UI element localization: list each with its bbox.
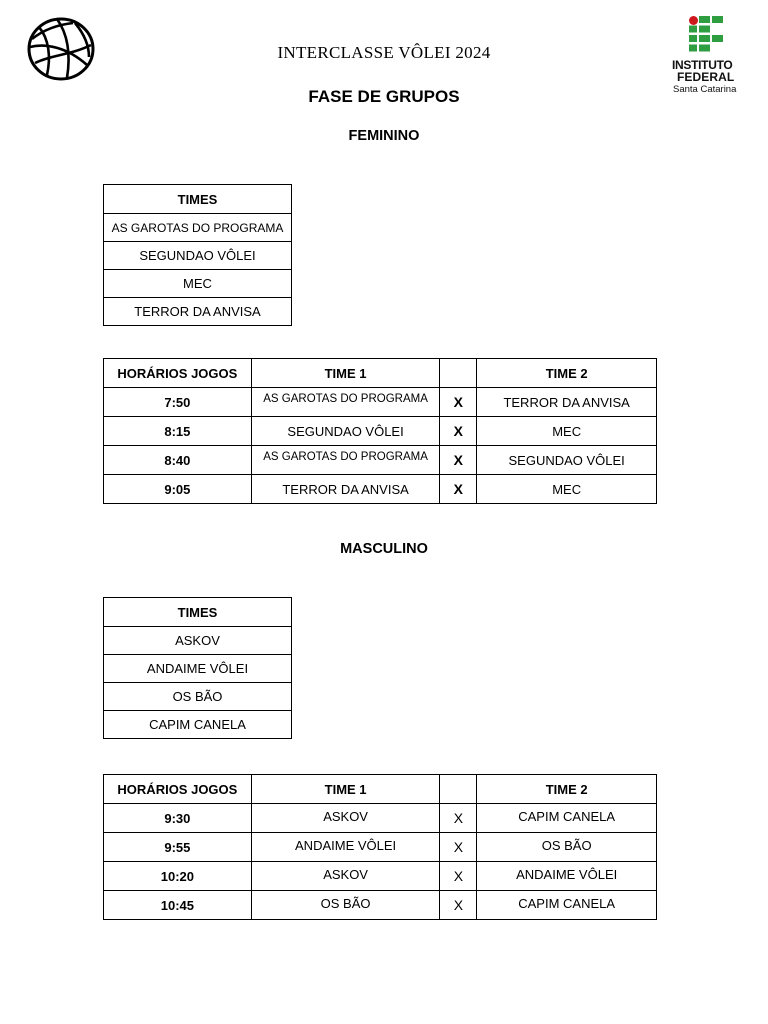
table-header-row [104, 359, 657, 388]
game-team2: CAPIM CANELA [477, 891, 657, 920]
game-team2: SEGUNDAO VÔLEI [477, 446, 657, 475]
team-cell: MEC [104, 270, 292, 298]
team-cell: ANDAIME VÔLEI [104, 655, 292, 683]
game-vs: X [440, 833, 477, 862]
game-team2: ANDAIME VÔLEI [477, 862, 657, 891]
game-time: 8:40 [104, 446, 252, 475]
game-team1: ASKOV [251, 862, 440, 891]
table-row [104, 417, 657, 446]
game-vs: X [440, 891, 477, 920]
page-title: INTERCLASSE VÔLEI 2024 [277, 43, 491, 62]
game-time: 9:30 [104, 804, 252, 833]
table-row [104, 804, 657, 833]
table-row [104, 388, 657, 417]
col-header-team1: TIME 1 [251, 775, 440, 804]
table-row [104, 475, 657, 504]
team-cell: SEGUNDAO VÔLEI [104, 242, 292, 270]
game-time: 10:45 [104, 891, 252, 920]
game-time: 9:05 [104, 475, 252, 504]
section-masculino-title: MASCULINO [340, 541, 428, 557]
game-team1: TERROR DA ANVISA [251, 475, 440, 504]
game-time: 10:20 [104, 862, 252, 891]
game-time: 8:15 [104, 417, 252, 446]
teams-header: TIMES [104, 598, 292, 627]
game-team2: CAPIM CANELA [477, 804, 657, 833]
table-row [104, 833, 657, 862]
game-vs: X [440, 388, 477, 417]
logo-line3: Santa Catarina [673, 84, 737, 95]
feminino-games-table [103, 358, 657, 504]
phase-title: FASE DE GRUPOS [308, 87, 460, 106]
teams-header: TIMES [104, 185, 292, 214]
game-vs: X [440, 446, 477, 475]
game-team2: TERROR DA ANVISA [477, 388, 657, 417]
game-vs: X [440, 804, 477, 833]
game-team1: AS GAROTAS DO PROGRAMA [251, 446, 440, 475]
table-row [104, 446, 657, 475]
game-team1: SEGUNDAO VÔLEI [251, 417, 440, 446]
team-cell: ASKOV [104, 627, 292, 655]
logo-line1: INSTITUTO [672, 58, 733, 72]
col-header-team2: TIME 2 [477, 775, 657, 804]
game-vs: X [440, 475, 477, 504]
col-header-vs [440, 775, 477, 804]
team-cell: OS BÃO [104, 683, 292, 711]
game-team1: AS GAROTAS DO PROGRAMA [251, 388, 440, 417]
game-team1: ANDAIME VÔLEI [251, 833, 440, 862]
team-cell: AS GAROTAS DO PROGRAMA [104, 214, 292, 242]
table-row [104, 891, 657, 920]
col-header-team2: TIME 2 [477, 359, 657, 388]
logo-line2: FEDERAL [677, 70, 735, 84]
team-cell: CAPIM CANELA [104, 711, 292, 739]
game-vs: X [440, 417, 477, 446]
game-vs: X [440, 862, 477, 891]
game-team2: MEC [477, 417, 657, 446]
table-header-row [104, 775, 657, 804]
section-feminino-title: FEMININO [348, 128, 420, 144]
col-header-vs [440, 359, 477, 388]
masculino-teams-table [103, 597, 292, 739]
feminino-teams-table [103, 184, 292, 326]
col-header-time: HORÁRIOS JOGOS [104, 359, 252, 388]
team-cell: TERROR DA ANVISA [104, 298, 292, 326]
game-time: 7:50 [104, 388, 252, 417]
game-team1: OS BÃO [251, 891, 440, 920]
col-header-time: HORÁRIOS JOGOS [104, 775, 252, 804]
masculino-games-table [103, 774, 657, 920]
game-team1: ASKOV [251, 804, 440, 833]
col-header-team1: TIME 1 [251, 359, 440, 388]
table-row [104, 862, 657, 891]
game-team2: OS BÃO [477, 833, 657, 862]
game-team2: MEC [477, 475, 657, 504]
game-time: 9:55 [104, 833, 252, 862]
